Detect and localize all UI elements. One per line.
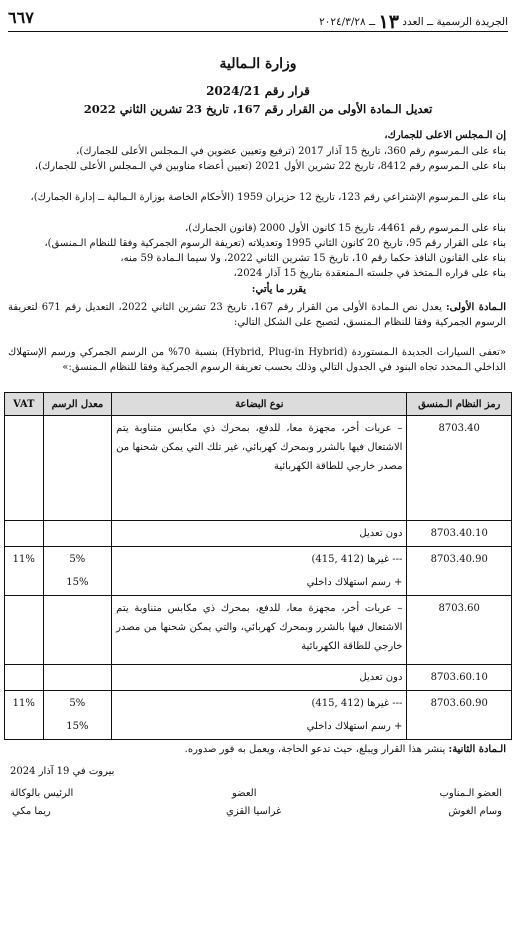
article-1-quote: «تعفى السيارات الجديدة الـمستوردة (Hybrid, Plug-in Hybrid) بنسبة 70% من الرسم الجمركي ورسم الإستهلاك الداخلي الـمحدد تجاه البنود في الجدول التالي وذلك بحسب تعريفة الرسوم الجمركية وفقا للنظام الـمنسق:» [8,347,507,374]
row-rate-extra: 15% [66,721,89,732]
decision-number: قرار رقم 2024/21 [206,84,310,98]
signatory-title: العضو الـمناوب [439,788,502,799]
preamble-item: بناء على قراره الـمتخذ في جلسته الـمنعقدة بتاريخ 15 آذار 2024، [233,268,506,279]
preamble-item: بناء على الـمرسوم رقم 360، تاريخ 15 آذار 2017 (ترفيع وتعيين عضوين في الـمجلس الأعلى للجمارك)، [76,146,506,157]
row-code: 8703.40.10 [430,528,488,539]
page-number: ٦٦٧ [8,8,34,27]
row-vat: 11% [12,698,35,709]
row-rate [43,416,112,521]
row-goods-extra: + رسم استهلاك داخلي [306,721,403,732]
row-rate [43,547,112,596]
gazette-name: الجريدة الرسمية ــ العدد [402,16,508,28]
authority-line: إن الـمجلس الاعلى للجمارك، [384,130,506,141]
preamble-item: بناء على الـمرسوم الإشتراعي رقم 123، تاريخ 12 حزيران 1959 (الأحكام الخاصة بوزارة الـمالية ــ إدارة الجمارك)، [30,192,506,203]
table-row [5,691,512,740]
row-goods-line: --- غيرها (412 ,415) [311,698,403,709]
gazette-title [319,11,508,33]
tariff-table [4,392,512,740]
table-header-row [5,393,512,416]
row-rate-extra: 15% [66,577,89,588]
ministry-title: وزارة الـمالية [219,56,297,72]
row-goods-line: --- غيرها (412 ,415) [311,554,403,565]
article-2 [8,742,506,757]
header-rule [8,31,508,32]
row-rate [43,691,112,740]
header-goods: نوع البضاعة [112,393,407,416]
page-header [8,6,508,33]
article-1-text: يعدل نص الـمادة الأولى من القرار رقم 167، تاريخ 23 تشرين الثاني 2022، التعديل رقم 671 لتعريفة الرسوم الجمركية وفقا للنظام الـمنسق، لتصبح على الشكل التالي: [8,302,506,329]
table-row [5,596,512,665]
signatory-name: ريما مكي [12,806,51,817]
header-vat: VAT [5,393,44,416]
row-goods: – عربات أخر، مجهزة معا، للدفع، بمحرك ذي مكابس متناوبة يتم الاشتعال فيها بالشرر وبمحرك كهربائي، غير تلك التي يمكن شحنها من مصدر خارجي للطاقة الكهربائية [112,416,407,521]
preamble-item: بناء على القرار رقم 95، تاريخ 20 كانون الثاني 1995 وتعديلاته (تعريفة الرسوم الجمركية وفقا للنظام الـمنسق)، [44,238,506,249]
table-row [5,521,512,547]
issue-number: ١٣ [378,11,399,33]
row-goods [112,691,407,740]
table-row [5,416,512,521]
place-date: بيروت في 19 آذار 2024 [10,766,115,777]
row-rate-value: 5% [69,554,86,565]
row-rate-value: 5% [69,698,86,709]
row-vat: 11% [12,554,35,565]
article-1 [8,300,506,330]
row-goods: دون تعديل [112,665,407,691]
row-code: 8703.40.90 [430,554,488,565]
article-1-title: الـمادة الأولى: [445,302,506,313]
article-2-text: ينشر هذا القرار ويبلغ، حيث تدعو الحاجة، ويعمل به فور صدوره. [184,744,446,755]
preamble-item: بناء على القانون النافذ حكما رقم 10، تاريخ 15 تشرين الثاني 2022، ولا سيما الـمادة 59 منه، [120,253,506,264]
issue-date: ــ ٢٠٢٤/٣/٢٨ [319,16,376,28]
row-goods: دون تعديل [112,521,407,547]
row-goods: – عربات أخر، مجهزة معا، للدفع، بمحرك ذي مكابس متناوبة يتم الاشتعال فيها بالشرر وبمحرك كهربائي، والتي يمكن شحنها من مصدر خارجي للطاقة الكهربائية [112,596,407,665]
signatory-name: غراسيا القزي [226,806,282,817]
row-vat [5,665,44,691]
row-vat [5,521,44,547]
row-code: 8703.60 [438,603,480,614]
signatory-title: الرئيس بالوكالة [10,788,74,799]
row-vat [5,596,44,665]
table-row [5,547,512,596]
table-row [5,665,512,691]
preamble-item: بناء على الـمرسوم رقم 8412، تاريخ 22 تشرين الأول 2021 (تعيين أعضاء مناوبين في الـمجلس الأعلى للجمارك)، [34,161,506,172]
row-vat [5,416,44,521]
row-rate [43,665,112,691]
header-rate: معدل الرسم [43,393,112,416]
signatory-name: وسام الغوش [448,806,502,817]
preamble-item: بناء على الـمرسوم رقم 4461، تاريخ 15 كانون الأول 2000 (قانون الجمارك)، [185,223,506,234]
row-code: 8703.60.10 [430,672,488,683]
signatory-title: العضو [232,788,257,799]
decision-subject: تعديل الـمادة الأولى من القرار رقم 167، تاريخ 23 تشرين الثاني 2022 [83,102,433,116]
decides-line: يقرر ما يأتي: [251,284,306,295]
row-code: 8703.60.90 [430,698,488,709]
row-rate [43,596,112,665]
row-code: 8703.40 [438,423,480,434]
row-goods-extra: + رسم استهلاك داخلي [306,577,403,588]
row-rate [43,521,112,547]
header-code: رمز النظام الـمنسق [407,393,512,416]
row-goods [112,547,407,596]
article-2-title: الـمادة الثانية: [448,744,506,755]
